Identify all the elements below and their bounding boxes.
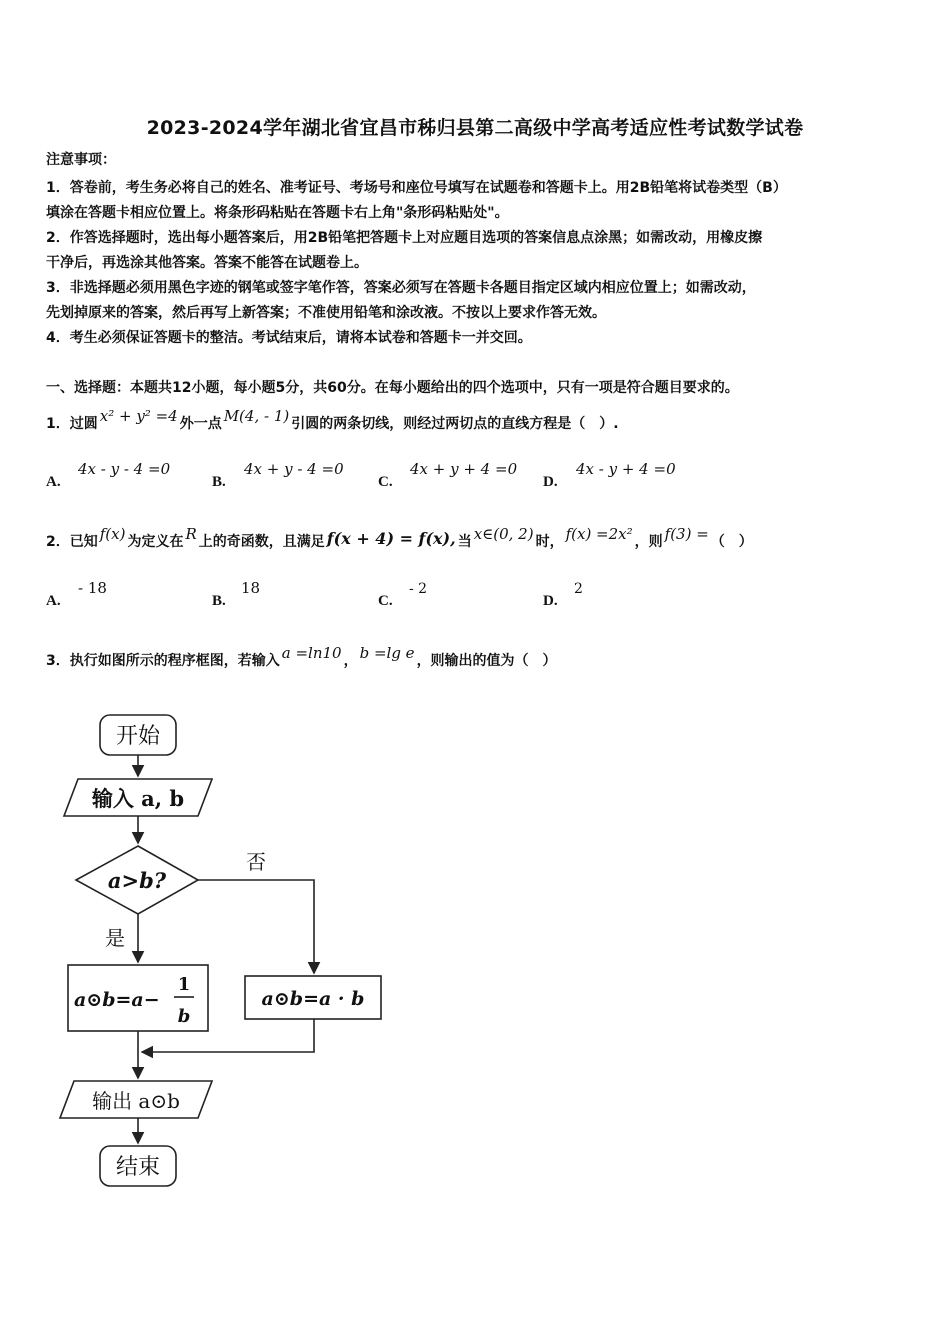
q1-text: 1．过圆 (46, 416, 98, 432)
q2-text: 时， (535, 534, 564, 550)
q3-text: 3．执行如图所示的程序框图，若输入 (46, 653, 280, 669)
notice-line: 4．考生必须保证答题卡的整洁。考试结束后，请将本试卷和答题卡一并交回。 (46, 330, 532, 346)
q1-option-d-label: D. (543, 474, 558, 490)
notice-line: 干净后，再选涂其他答案。答案不能答在试题卷上。 (46, 255, 368, 271)
notice-line: 填涂在答题卡相应位置上。将条形码粘贴在答题卡右上角"条形码粘贴处"。 (46, 205, 509, 221)
output-label: 输出 a⊙b (92, 1089, 180, 1113)
q1-option-d: 4x - y + 4 =0 (576, 460, 676, 478)
q2-option-b: 18 (241, 579, 261, 597)
q1-text: 外一点 (179, 416, 222, 432)
q2-math-domain: x∈(0, 2) (473, 525, 534, 543)
q2-text: 当 (457, 534, 472, 550)
frac-denominator: b (177, 1006, 191, 1027)
q1-math-circle: x² + y² =4 (99, 407, 178, 425)
left-process-label: a⊙b=a− (74, 989, 160, 1011)
q1-option-a: 4x - y - 4 =0 (78, 460, 171, 478)
q3-text: ，则输出的值为（ ） (416, 653, 557, 669)
q3-math-a: a =ln10 (281, 644, 342, 662)
q1-option-b-label: B. (212, 474, 226, 490)
q2-math-fx: f(x) (99, 525, 126, 543)
no-label: 否 (246, 850, 266, 874)
right-process-label: a⊙b=a · b (261, 988, 365, 1010)
notice-heading: 注意事项： (46, 152, 116, 168)
q2-math-def: f(x) =2x² (565, 525, 633, 543)
q2-option-a: - 18 (78, 579, 107, 597)
flowchart (0, 700, 420, 1200)
q2-text: 为定义在 (127, 534, 184, 550)
q3-text: ， (343, 653, 358, 669)
q1-math-point: M(4, - 1) (223, 407, 290, 425)
q1-option-c-label: C. (378, 474, 393, 490)
start-label: 开始 (115, 724, 161, 749)
q2-option-c: - 2 (409, 581, 428, 597)
notice-line: 1．答卷前，考生务必将自己的姓名、准考证号、考场号和座位号填写在试题卷和答题卡上。用2B铅笔将试卷类型（B） (46, 180, 787, 196)
q2-text: ，则 (634, 534, 663, 550)
q2-math-f3: f(3) = (664, 525, 709, 543)
q1-option-c: 4x + y + 4 =0 (410, 460, 518, 478)
q2-option-b-label: B. (212, 593, 226, 609)
q2-text: 上的奇函数，且满足 (198, 534, 325, 550)
notice-line: 先划掉原来的答案，然后再写上新答案；不准使用铅笔和涂改液。不按以上要求作答无效。 (46, 305, 606, 321)
question-2 (46, 525, 753, 552)
input-label: 输入 a, b (91, 786, 185, 811)
q2-math-period: f(x + 4) = f(x), (326, 529, 456, 548)
q2-option-a-label: A. (46, 593, 61, 609)
q2-text: （ ） (710, 534, 753, 550)
notice-line: 3．非选择题必须用黑色字迹的钢笔或签字笔作答，答案必须写在答题卡各题目指定区域内相应位置上；如需改动， (46, 280, 756, 296)
question-3 (46, 644, 557, 671)
q2-option-d: 2 (574, 581, 583, 597)
q2-math-r: R (185, 525, 197, 543)
notice-line: 2．作答选择题时，选出每小题答案后，用2B铅笔把答题卡上对应题目选项的答案信息点涂黑；如需改动，用橡皮擦 (46, 230, 763, 246)
q2-option-d-label: D. (543, 593, 558, 609)
q1-text: 引圆的两条切线，则经过两切点的直线方程是（ ）. (291, 416, 619, 432)
q1-option-a-label: A. (46, 474, 61, 490)
decision-label: a>b? (107, 868, 167, 893)
frac-numerator: 1 (177, 974, 191, 995)
end-label: 结束 (115, 1155, 161, 1180)
section-heading: 一、选择题：本题共12小题，每小题5分，共60分。在每小题给出的四个选项中，只有一项是符合题目要求的。 (46, 380, 739, 396)
yes-label: 是 (105, 926, 125, 950)
q3-math-b: b =lg e (359, 644, 415, 662)
question-1 (46, 407, 619, 434)
q1-option-b: 4x + y - 4 =0 (244, 460, 344, 478)
page-title: 2023-2024学年湖北省宜昌市秭归县第二高级中学高考适应性考试数学试卷 (146, 117, 804, 139)
q2-text: 2．已知 (46, 534, 98, 550)
q2-option-c-label: C. (378, 593, 393, 609)
